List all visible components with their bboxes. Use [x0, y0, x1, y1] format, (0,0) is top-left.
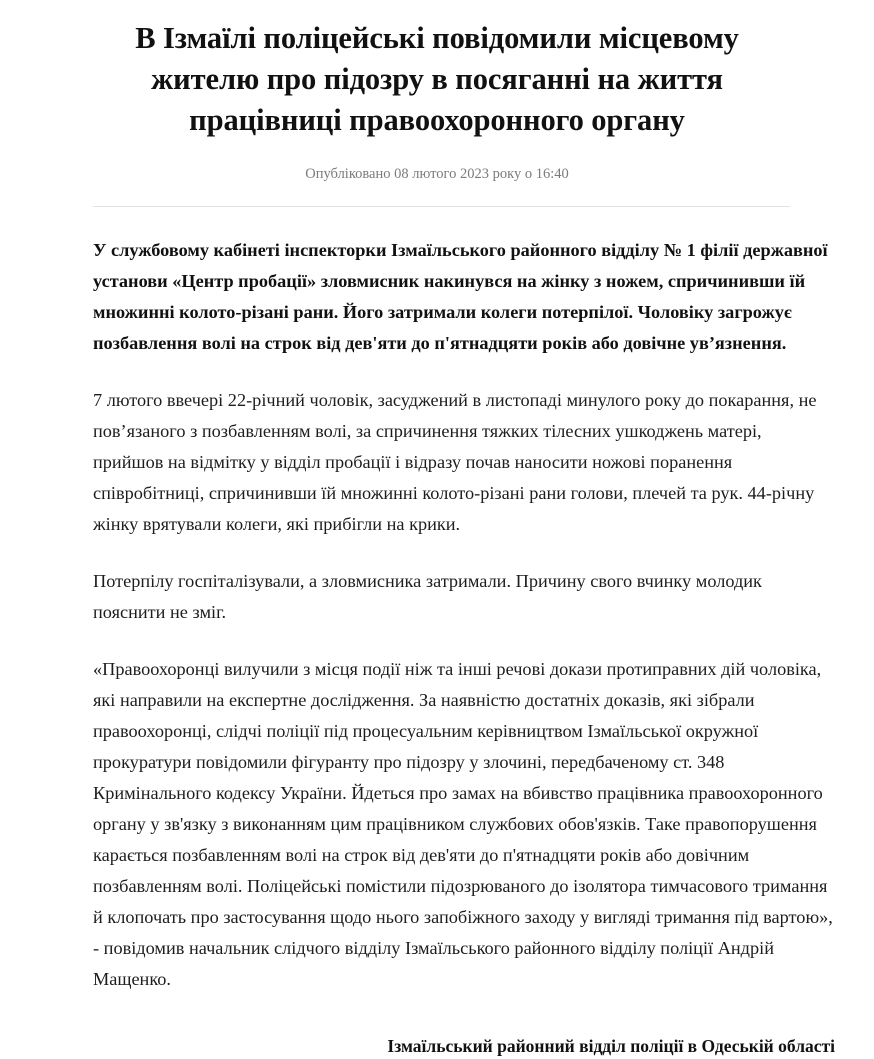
page-title: В Ізмаїлі поліцейські повідомили місцевому жителю про підозру в посяганні на життя працівниці правоохоронного органу — [135, 21, 739, 137]
article-source: Ізмаїльський районний відділ поліції в Одеській області — [387, 1036, 835, 1056]
body-paragraph-2: Потерпілу госпіталізували, а зловмисника затримали. Причину свого вчинку молодик пояснити не зміг. — [93, 571, 762, 622]
body-paragraph-3: «Правоохоронці вилучили з місця події ніж та інші речові докази протиправних дій чоловіка, які направили на експертне дослідження. За наявністю достатніх доказів, які зібрали правоохоронці, слідчі поліції під процесуальним керівництвом Ізмаїльської окружної прокуратури повідомили фігуранту про підозру у злочині, передбаченому ст. 348 Кримінального кодексу України. Йдеться про замах на вбивство працівника правоохоронного органу у зв'язку з виконанням цим працівником службових обов'язків. Таке правопорушення карається позбавленням волі на строк від дев'яти до п'ятнадцяти років або довічним позбавленням волі. Поліцейські помістили підозрюваного до ізолятора тимчасового тримання й клопочать про застосування щодо нього запобіжного заходу у вигляді тримання під вартою», - повідомив начальник слідчого відділу Ізмаїльського районного відділу поліції Андрій Мащенко. — [93, 659, 833, 989]
body-paragraph-1: 7 лютого ввечері 22-річний чоловік, засуджений в листопаді минулого року до покарання, не пов’язаного з позбавленням волі, за спричинення тяжких тілесних ушкоджень матері, прийшов на відмітку у відділ пробації і відразу почав наносити ножові поранення співробітниці, спричинивши їй множинні колото-різані рани голови, плечей та рук. 44-річну жінку врятували колеги, які прибігли на крики. — [93, 390, 817, 534]
article-header — [0, 0, 874, 207]
article-body — [0, 235, 874, 995]
header-divider — [93, 206, 790, 207]
lead-paragraph: У службовому кабінеті інспекторки Ізмаїльського районного відділу № 1 філії державної установи «Центр пробації» зловмисник накинувся на жінку з ножем, спричинивши їй множинні колото-різані рани. Його затримали колеги потерпілої. Чоловіку загрожує позбавлення волі на строк від дев'яти до п'ятнадцяти років або довічне ув’язнення. — [93, 240, 828, 353]
publish-timestamp: Опубліковано 08 лютого 2023 року о 16:40 — [305, 166, 569, 182]
